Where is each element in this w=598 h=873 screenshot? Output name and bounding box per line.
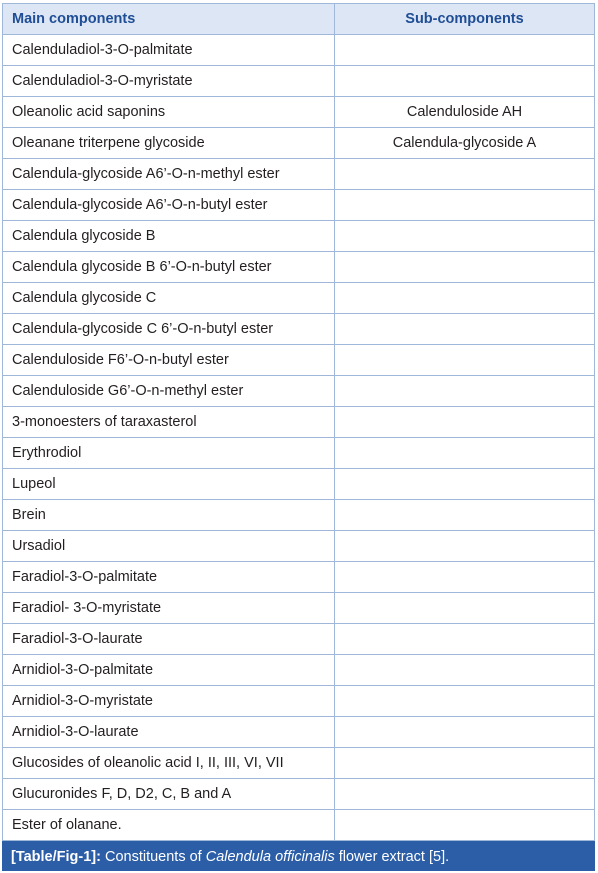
sub-component-cell bbox=[335, 35, 595, 66]
sub-component-cell bbox=[335, 438, 595, 469]
sub-component-cell bbox=[335, 500, 595, 531]
main-component-cell: Ursadiol bbox=[3, 531, 335, 562]
table-row bbox=[3, 624, 595, 655]
table-row bbox=[3, 252, 595, 283]
header-main-components: Main components bbox=[3, 4, 335, 35]
sub-component-cell bbox=[335, 686, 595, 717]
table-row bbox=[3, 407, 595, 438]
main-component-cell: Calendula-glycoside A6’-O-n-methyl ester bbox=[3, 159, 335, 190]
caption-text-before: Constituents of bbox=[100, 849, 206, 865]
table-row bbox=[3, 221, 595, 252]
table-row bbox=[3, 438, 595, 469]
main-component-cell: Glucuronides F, D, D2, C, B and A bbox=[3, 779, 335, 810]
main-component-cell: Arnidiol-3-O-laurate bbox=[3, 717, 335, 748]
table-row bbox=[3, 159, 595, 190]
sub-component-cell: Calenduloside AH bbox=[335, 97, 595, 128]
main-component-cell: Faradiol- 3-O-myristate bbox=[3, 593, 335, 624]
constituents-table-figure bbox=[2, 3, 595, 871]
main-component-cell: Ester of olanane. bbox=[3, 810, 335, 841]
table-row bbox=[3, 35, 595, 66]
sub-component-cell bbox=[335, 593, 595, 624]
table-row bbox=[3, 593, 595, 624]
table-row bbox=[3, 376, 595, 407]
header-sub-components: Sub-components bbox=[335, 4, 595, 35]
figure-caption bbox=[2, 841, 595, 871]
sub-component-cell: Calendula-glycoside A bbox=[335, 128, 595, 159]
table-row bbox=[3, 190, 595, 221]
sub-component-cell bbox=[335, 190, 595, 221]
table-row bbox=[3, 562, 595, 593]
sub-component-cell bbox=[335, 655, 595, 686]
table-row bbox=[3, 66, 595, 97]
sub-component-cell bbox=[335, 531, 595, 562]
sub-component-cell bbox=[335, 407, 595, 438]
sub-component-cell bbox=[335, 66, 595, 97]
main-component-cell: Arnidiol-3-O-myristate bbox=[3, 686, 335, 717]
main-component-cell: Calenduloside G6’-O-n-methyl ester bbox=[3, 376, 335, 407]
sub-component-cell bbox=[335, 221, 595, 252]
main-component-cell: Calenduloside F6’-O-n-butyl ester bbox=[3, 345, 335, 376]
table-row bbox=[3, 748, 595, 779]
main-component-cell: Glucosides of oleanolic acid I, II, III, VI, VII bbox=[3, 748, 335, 779]
main-component-cell: Faradiol-3-O-laurate bbox=[3, 624, 335, 655]
main-component-cell: Lupeol bbox=[3, 469, 335, 500]
constituents-table bbox=[2, 3, 595, 841]
table-row bbox=[3, 500, 595, 531]
main-component-cell: Calendula glycoside B 6’-O-n-butyl ester bbox=[3, 252, 335, 283]
table-row bbox=[3, 283, 595, 314]
main-component-cell: Calenduladiol-3-O-myristate bbox=[3, 66, 335, 97]
table-body bbox=[3, 35, 595, 841]
main-component-cell: 3-monoesters of taraxasterol bbox=[3, 407, 335, 438]
caption-species: Calendula officinalis bbox=[205, 849, 335, 865]
sub-component-cell bbox=[335, 283, 595, 314]
table-row bbox=[3, 345, 595, 376]
main-component-cell: Faradiol-3-O-palmitate bbox=[3, 562, 335, 593]
sub-component-cell bbox=[335, 779, 595, 810]
main-component-cell: Oleanane triterpene glycoside bbox=[3, 128, 335, 159]
table-row bbox=[3, 128, 595, 159]
main-component-cell: Erythrodiol bbox=[3, 438, 335, 469]
main-component-cell: Calendula glycoside C bbox=[3, 283, 335, 314]
table-row bbox=[3, 810, 595, 841]
table-row bbox=[3, 314, 595, 345]
main-component-cell: Arnidiol-3-O-palmitate bbox=[3, 655, 335, 686]
main-component-cell: Calendula glycoside B bbox=[3, 221, 335, 252]
caption-label: [Table/Fig-1]: bbox=[11, 849, 101, 865]
main-component-cell: Brein bbox=[3, 500, 335, 531]
sub-component-cell bbox=[335, 810, 595, 841]
table-row bbox=[3, 686, 595, 717]
header-row bbox=[3, 4, 595, 35]
table-header bbox=[3, 4, 595, 35]
main-component-cell: Calenduladiol-3-O-palmitate bbox=[3, 35, 335, 66]
sub-component-cell bbox=[335, 469, 595, 500]
sub-component-cell bbox=[335, 624, 595, 655]
main-component-cell: Calendula-glycoside C 6’-O-n-butyl ester bbox=[3, 314, 335, 345]
main-component-cell: Calendula-glycoside A6’-O-n-butyl ester bbox=[3, 190, 335, 221]
sub-component-cell bbox=[335, 159, 595, 190]
sub-component-cell bbox=[335, 376, 595, 407]
caption-text-after: flower extract [5]. bbox=[334, 849, 450, 865]
main-component-cell: Oleanolic acid saponins bbox=[3, 97, 335, 128]
sub-component-cell bbox=[335, 345, 595, 376]
table-row bbox=[3, 97, 595, 128]
sub-component-cell bbox=[335, 717, 595, 748]
table-row bbox=[3, 717, 595, 748]
sub-component-cell bbox=[335, 748, 595, 779]
sub-component-cell bbox=[335, 562, 595, 593]
table-row bbox=[3, 655, 595, 686]
table-row bbox=[3, 779, 595, 810]
table-row bbox=[3, 531, 595, 562]
sub-component-cell bbox=[335, 314, 595, 345]
table-row bbox=[3, 469, 595, 500]
sub-component-cell bbox=[335, 252, 595, 283]
